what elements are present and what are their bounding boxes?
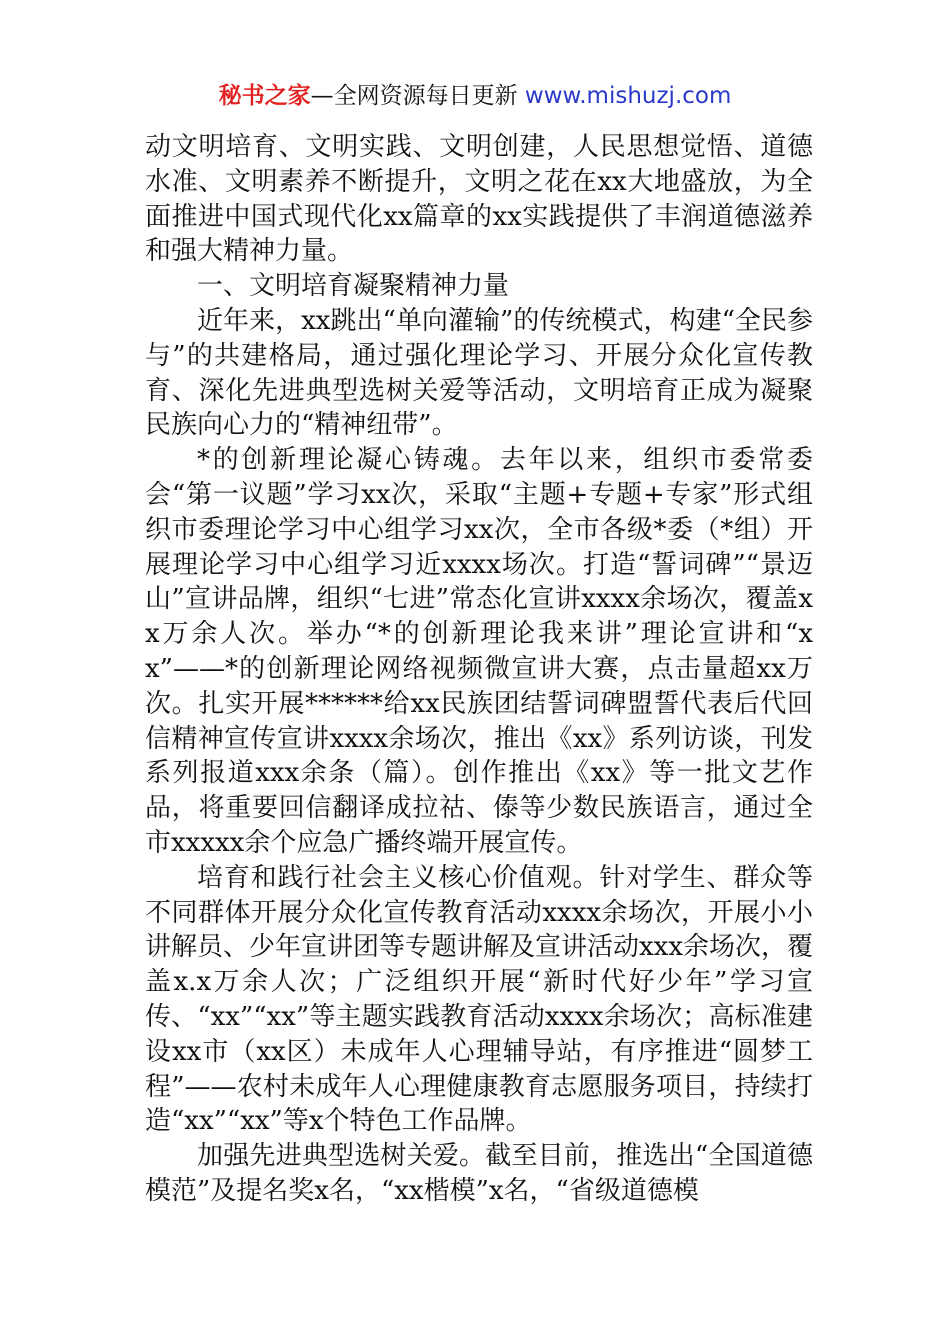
paragraph-core-values: 培育和践行社会主义核心价值观。针对学生、群众等不同群体开展分众化宣传教育活动xxxx余场次，开展小小讲解员、少年宣讲团等专题讲解及宣讲活动xxx余场次，覆盖x.x万余人次；广泛组织开展“新时代好少年”学习宣传、“xx”“xx”等主题实践教育活动xxxx余场次；高标准建设xx市（xx区）未成年人心理辅导站，有序推进“圆梦工程”——农村未成年人心理健康教育志愿服务项目，持续打造“xx”“xx”等x个特色工作品牌。	[145, 862, 813, 1137]
paragraph-role-models: 加强先进典型选树关爱。截至目前，推选出“全国道德模范”及提名奖x名，“xx楷模”x名，“省级道德模	[145, 1141, 813, 1206]
site-header	[0, 78, 950, 114]
paragraph-continued: 动文明培育、文明实践、文明创建，人民思想觉悟、道德水准、文明素养不断提升，文明之花在xx大地盛放，为全面推进中国式现代化xx篇章的xx实践提供了丰润道德滋养和强大精神力量。	[145, 132, 813, 267]
paragraph-intro: 近年来，xx跳出“单向灌输”的传统模式，构建“全民参与”的共建格局，通过强化理论学习、开展分众化宣传教育、深化先进典型选树关爱等活动，文明培育正成为凝聚民族向心力的“精神纽带”。	[145, 305, 813, 441]
paragraph-theory: *的创新理论凝心铸魂。去年以来，组织市委常委会“第一议题”学习xx次，采取“主题+专题+专家”形式组织市委理论学习中心组学习xx次，全市各级*委（*组）开展理论学习中心组学习近xxxx场次。打造“誓词碑”“景迈山”宣讲品牌，组织“七进”常态化宣讲xxxx余场次，覆盖xx万余人次。举办“*的创新理论我来讲”理论宣讲和“xx”——*的创新理论网络视频微宣讲大赛，点击量超xx万次。扎实开展******给xx民族团结誓词碑盟誓代表后代回信精神宣传宣讲xxxx余场次，推出《xx》系列访谈，刊发系列报道xxx余条（篇）。创作推出《xx》等一批文艺作品，将重要回信翻译成拉祜、傣等少数民族语言，通过全市xxxxx余个应急广播终端开展宣传。	[145, 445, 813, 858]
header-tagline: —全网资源每日更新	[310, 83, 525, 109]
section-heading: 一、文明培育凝聚精神力量	[197, 271, 510, 302]
document-body	[145, 130, 813, 1209]
brand-name: 秘书之家	[218, 83, 311, 109]
site-url-link[interactable]: www.mishuzj.com	[524, 83, 732, 109]
